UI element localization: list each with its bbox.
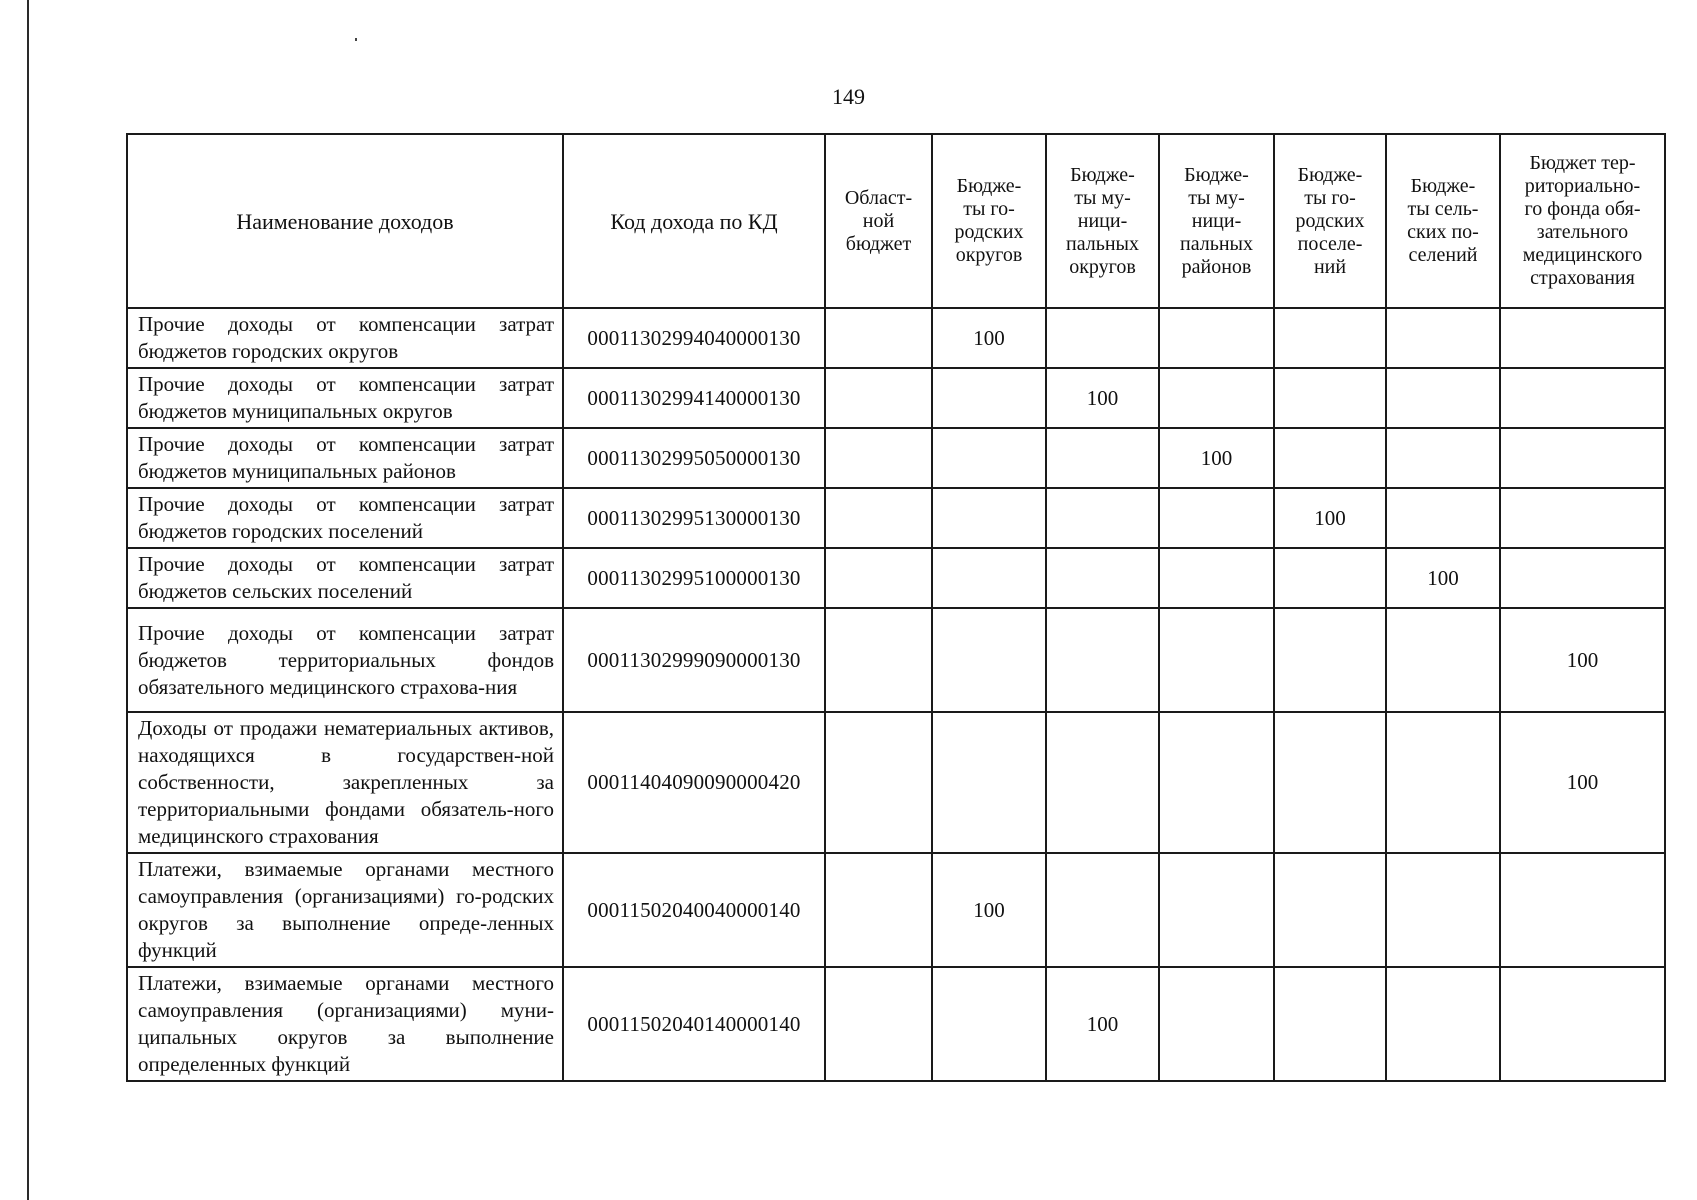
income-name-cell: Платежи, взимаемые органами местного самоуправления (организациями) го-родских округов за выполнение опреде-ленных функций (127, 853, 563, 967)
value-municipal-area-budgets (1159, 853, 1274, 967)
header-text-line: селений (1408, 244, 1478, 266)
table-row (127, 967, 1665, 1081)
header-regional-budget (825, 134, 932, 308)
header-text-line: ты му- (1188, 186, 1245, 209)
value-medical-insurance-fund-budget (1500, 308, 1665, 368)
value-urban-settlement-budgets (1274, 712, 1386, 853)
value-urban-settlement-budgets (1274, 608, 1386, 712)
income-name-cell: Прочие доходы от компенсации затрат бюджетов муниципальных районов (127, 428, 563, 488)
table-header-row (127, 134, 1665, 308)
value-rural-settlement-budgets: 100 (1386, 548, 1500, 608)
value-regional-budget (825, 967, 932, 1081)
header-text-line: ници- (1077, 209, 1128, 232)
header-text-line: Бюджет тер- (1529, 152, 1636, 174)
value-rural-settlement-budgets (1386, 608, 1500, 712)
table-row (127, 428, 1665, 488)
income-name-cell: Прочие доходы от компенсации затрат бюджетов городских округов (127, 308, 563, 368)
income-code-cell: 00011302999090000130 (563, 608, 825, 712)
header-municipal-area-budgets (1159, 134, 1274, 308)
binding-line (27, 0, 29, 1200)
value-medical-insurance-fund-budget (1500, 548, 1665, 608)
header-text-line: ници- (1191, 209, 1242, 232)
table-row (127, 853, 1665, 967)
value-medical-insurance-fund-budget: 100 (1500, 608, 1665, 712)
page-number: 149 (832, 84, 865, 109)
header-urban-settlement-budgets (1274, 134, 1386, 308)
value-rural-settlement-budgets (1386, 428, 1500, 488)
value-medical-insurance-fund-budget (1500, 488, 1665, 548)
value-municipal-area-budgets (1159, 368, 1274, 428)
value-rural-settlement-budgets (1386, 967, 1500, 1081)
header-text-line: Бюдже- (1297, 163, 1363, 186)
value-city-district-budgets (932, 712, 1046, 853)
header-text-line: го фонда обя- (1524, 198, 1641, 220)
value-medical-insurance-fund-budget (1500, 967, 1665, 1081)
header-text-line: родских (1295, 209, 1365, 232)
header-text-line: ной (862, 209, 895, 232)
header-text-line: Бюдже- (1070, 163, 1135, 186)
value-rural-settlement-budgets (1386, 368, 1500, 428)
value-municipal-area-budgets (1159, 548, 1274, 608)
income-code-cell: 00011502040140000140 (563, 967, 825, 1081)
header-text-line: Бюдже- (1410, 175, 1476, 197)
value-rural-settlement-budgets (1386, 488, 1500, 548)
value-regional-budget (825, 853, 932, 967)
header-text-line: пальных (1066, 232, 1139, 255)
value-urban-settlement-budgets (1274, 853, 1386, 967)
value-municipal-district-budgets (1046, 608, 1159, 712)
value-municipal-district-budgets: 100 (1046, 368, 1159, 428)
value-urban-settlement-budgets (1274, 548, 1386, 608)
income-code-cell: 00011302995100000130 (563, 548, 825, 608)
value-city-district-budgets (932, 428, 1046, 488)
value-regional-budget (825, 428, 932, 488)
header-municipal-district-budgets (1046, 134, 1159, 308)
header-text-line: округов (1069, 255, 1136, 278)
income-name-cell: Прочие доходы от компенсации затрат бюджетов муниципальных округов (127, 368, 563, 428)
income-name-cell: Доходы от продажи нематериальных активов, находящихся в государствен-ной собственности, закрепленных за территориальными фондами обязатель-ного медицинского страхования (127, 712, 563, 853)
header-text-line: ты му- (1074, 186, 1131, 209)
header-rural-settlement-budgets (1386, 134, 1500, 308)
header-income-name (127, 134, 563, 308)
header-text-line: Област- (844, 186, 913, 209)
revenue-table-container (126, 133, 1664, 1082)
value-urban-settlement-budgets: 100 (1274, 488, 1386, 548)
income-code-cell: 00011404090090000420 (563, 712, 825, 853)
value-municipal-district-budgets (1046, 853, 1159, 967)
value-municipal-district-budgets (1046, 488, 1159, 548)
value-regional-budget (825, 712, 932, 853)
header-text-line: медицинского (1522, 244, 1643, 266)
header-text-line: Бюдже- (1184, 163, 1249, 186)
value-medical-insurance-fund-budget (1500, 368, 1665, 428)
value-urban-settlement-budgets (1274, 368, 1386, 428)
value-municipal-district-budgets (1046, 308, 1159, 368)
value-regional-budget (825, 488, 932, 548)
table-row (127, 488, 1665, 548)
value-municipal-district-budgets: 100 (1046, 967, 1159, 1081)
header-text-line: районов (1181, 255, 1252, 278)
scan-speck (355, 38, 357, 41)
header-medical-insurance-fund-budget (1500, 134, 1665, 308)
value-rural-settlement-budgets (1386, 308, 1500, 368)
table-row (127, 548, 1665, 608)
value-municipal-district-budgets (1046, 428, 1159, 488)
value-city-district-budgets: 100 (932, 853, 1046, 967)
table-row (127, 368, 1665, 428)
value-city-district-budgets (932, 967, 1046, 1081)
income-name-cell: Прочие доходы от компенсации затрат бюджетов сельских поселений (127, 548, 563, 608)
value-regional-budget (825, 308, 932, 368)
income-name-cell: Платежи, взимаемые органами местного самоуправления (организациями) муни-ципальных округов за выполнение определенных функций (127, 967, 563, 1081)
value-regional-budget (825, 608, 932, 712)
value-urban-settlement-budgets (1274, 967, 1386, 1081)
value-municipal-district-budgets (1046, 712, 1159, 853)
header-text-line: округов (955, 244, 1023, 266)
table-row (127, 712, 1665, 853)
header-text-line: страхования (1530, 267, 1635, 289)
header-text-line: риториально- (1524, 175, 1641, 197)
value-municipal-area-budgets (1159, 488, 1274, 548)
value-regional-budget (825, 368, 932, 428)
value-medical-insurance-fund-budget: 100 (1500, 712, 1665, 853)
value-urban-settlement-budgets (1274, 428, 1386, 488)
income-code-cell: 00011302995130000130 (563, 488, 825, 548)
value-city-district-budgets (932, 488, 1046, 548)
value-municipal-district-budgets (1046, 548, 1159, 608)
header-text-line: ты сель- (1407, 198, 1479, 220)
value-municipal-area-budgets (1159, 308, 1274, 368)
header-text-line: поселе- (1297, 232, 1363, 255)
value-medical-insurance-fund-budget (1500, 853, 1665, 967)
value-city-district-budgets (932, 548, 1046, 608)
value-urban-settlement-budgets (1274, 308, 1386, 368)
header-income-code (563, 134, 825, 308)
value-rural-settlement-budgets (1386, 853, 1500, 967)
header-text-line: родских (954, 221, 1024, 243)
table-row (127, 308, 1665, 368)
header-text-line: Код дохода по КД (610, 208, 778, 234)
income-code-cell: 00011502040040000140 (563, 853, 825, 967)
table-body (127, 308, 1665, 1081)
header-text-line: ты го- (963, 198, 1015, 220)
income-code-cell: 00011302994040000130 (563, 308, 825, 368)
header-text-line: зательного (1536, 221, 1629, 243)
value-rural-settlement-budgets (1386, 712, 1500, 853)
income-code-cell: 00011302994140000130 (563, 368, 825, 428)
header-text-line: Бюдже- (956, 175, 1022, 197)
header-text-line: пальных (1180, 232, 1253, 255)
value-municipal-area-budgets (1159, 967, 1274, 1081)
value-city-district-budgets (932, 368, 1046, 428)
header-text-line: бюджет (845, 232, 912, 255)
value-municipal-area-budgets: 100 (1159, 428, 1274, 488)
table-row (127, 608, 1665, 712)
value-medical-insurance-fund-budget (1500, 428, 1665, 488)
revenue-distribution-table (126, 133, 1666, 1082)
income-name-cell: Прочие доходы от компенсации затрат бюджетов территориальных фондов обязательного медицинского страхова-ния (127, 608, 563, 712)
value-municipal-area-budgets (1159, 712, 1274, 853)
header-city-district-budgets (932, 134, 1046, 308)
value-city-district-budgets: 100 (932, 308, 1046, 368)
header-text-line: Наименование доходов (236, 208, 454, 234)
header-text-line: ских по- (1407, 221, 1479, 243)
income-code-cell: 00011302995050000130 (563, 428, 825, 488)
header-text-line: ты го- (1304, 186, 1356, 209)
header-text-line: ний (1313, 255, 1347, 278)
value-municipal-area-budgets (1159, 608, 1274, 712)
income-name-cell: Прочие доходы от компенсации затрат бюджетов городских поселений (127, 488, 563, 548)
value-city-district-budgets (932, 608, 1046, 712)
value-regional-budget (825, 548, 932, 608)
